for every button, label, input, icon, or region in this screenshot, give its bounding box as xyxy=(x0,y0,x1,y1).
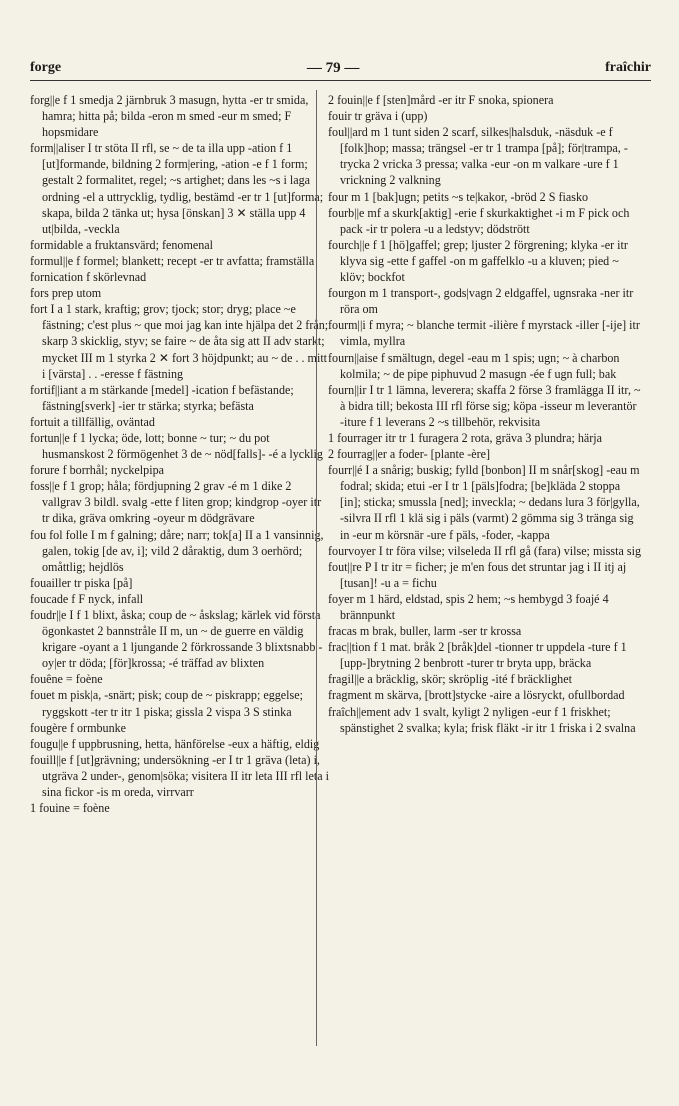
entry: four m 1 [bak]ugn; petits ~s te|kakor, -bröd 2 S fiasko xyxy=(328,189,589,204)
entry: form||aliser I tr stöta II rfl, se ~ de ta illa upp -ation f 1 [ut]formande, bildning 2 form|ering, -ation -e f 1 form; gestalt 2 formalitet, regel; ~s artighet; dans les ~s i laga ordning -el a uttrycklig, tydlig, bestämd -er tr 1 [ut]forma; skapa, bilda 2 tänka ut; hysa [önskan] 3 ✕ ställa upp 4 ut|bilda, -veckla xyxy=(30,141,324,236)
entry: fracas m brak, buller, larm -ser tr krossa xyxy=(328,624,522,639)
entry: fout||re P I tr itr = ficher; je m'en fous det struntar jag i II itj aj [tusan]! -u a = fichu xyxy=(328,559,627,590)
entry: fourm||i f myra; ~ blanche termit -ilière f myrstack -iller [-ije] itr vimla, myllra xyxy=(328,318,640,349)
entry: fourr||é I a snårig; buskig; fylld [bonbon] II m snår[skog] -eau m fodral; skida; etui -er I tr 1 [päls]fodra; [be]kläda 2 stoppa [in]; sticka; smussla [ned]; inveckla; ~ dedans lura 3 för|gylla, -silvra II rfl 1 klä sig i päls (varmt) 2 gömma sig 3 tränga sig in -eur m körsnär -ure f päls, -foder, -kappa xyxy=(328,463,640,542)
entry: fragment m skärva, [brott]stycke -aire a lösryckt, ofullbordad xyxy=(328,688,625,703)
entry: fourb||e mf a skurk[aktig] -erie f skurkaktighet -i m F pick och pack -ir tr polera -u a ledstyv; dödstrött xyxy=(328,205,630,236)
entry: fourn||ir I tr 1 lämna, leverera; skaffa 2 förse 3 framlägga II itr, ~ à bidra till; bekosta III rfl förse sig; köpa -isseur m leverantör -iture f 1 leverans 2 ~s tillbehör, rekvisita xyxy=(328,382,641,429)
entry: fort I a 1 stark, kraftig; grov; tjock; stor; dryg; place ~e fästning; c'est plus ~ que moi jag kan inte hjälpa det 2 från; skarp 3 skicklig, styv; se faire ~ de åta sig att II adv starkt; mycket III m 1 styrka 2 ✕ fort 3 höjdpunkt; au ~ de . . mitt i [värsta] . . -eresse f fästning xyxy=(30,302,329,381)
right-column xyxy=(328,92,642,736)
entry: fouill||e f [ut]grävning; undersökning -er I tr 1 gräva (leta) i, utgräva 2 under-, genom|söka; visitera II itr leta III rfl leta i sina fickor -is m oreda, virrvarr xyxy=(30,752,329,800)
entry: fors prep utom xyxy=(30,286,102,301)
entry: foyer m 1 härd, eldstad, spis 2 hem; ~s hembygd 3 foajé 4 brännpunkt xyxy=(328,591,609,622)
entry: fougère f ormbunke xyxy=(30,720,127,735)
entry: formul||e f formel; blankett; recept -er tr avfatta; framställa xyxy=(30,253,315,268)
entry: fourn||aise f smältugn, degel -eau m 1 spis; ugn; ~ à charbon kolmila; ~ de pipe piphuvud 2 masugn -ée f ugn full; bak xyxy=(328,350,620,381)
entry: fortun||e f 1 lycka; öde, lott; bonne ~ tur; ~ du pot husmanskost 2 förmögenhet 3 de ~ nöd[falls]- -é a lycklig xyxy=(30,430,323,462)
entry: fouêne = foène xyxy=(30,672,103,687)
entry: formidable a fruktansvärd; fenomenal xyxy=(30,237,214,252)
entry: foudr||e I f 1 blixt, åska; coup de ~ åskslag; kärlek vid första ögonkastet 2 bannstråle II m, un ~ de guerre en väldig krigare -oyant a 1 ljungande 2 förkrossande 3 blixtsnabb -oy|er tr döda; [för]krossa; -é träffad av blixten xyxy=(30,608,323,671)
entry: 2 fourrag||er a foder- [plante -ère] xyxy=(328,447,491,462)
entry: fragil||e a bräcklig, skör; skröplig -ité f bräcklighet xyxy=(328,672,572,687)
left-column xyxy=(30,92,330,816)
header-rule xyxy=(30,80,651,81)
header-left-guide-word: forge xyxy=(30,60,62,75)
entry: foucade f F nyck, infall xyxy=(30,591,144,606)
entry: 2 fouin||e f [sten]mård -er itr F snoka, spionera xyxy=(328,93,554,107)
entry: fortuit a tillfällig, oväntad xyxy=(30,414,155,429)
entry: fouir tr gräva i (upp) xyxy=(328,109,428,124)
entry: foul||ard m 1 tunt siden 2 scarf, silkes|halsduk, -näsduk -e f [folk]hop; massa; trängsel -er tr 1 trampa [på]; för|trampa, -trycka 2 vricka 3 pressa; valka -eur -on m valkare -ure f 1 vrickning 2 valkning xyxy=(328,125,628,188)
entry: fourvoyer I tr föra vilse; vilseleda II rfl gå (fara) vilse; missta sig xyxy=(328,543,641,558)
entry: fourgon m 1 transport-, gods|vagn 2 eldgaffel, ugnsraka -ner itr röra om xyxy=(328,286,634,317)
entry: fou fol folle I m f galning; dåre; narr; tok[a] II a 1 vansinnig, galen, tokig [de av, i]; vild 2 dåraktig, dum 3 oerhörd; omåttlig; hejdlös xyxy=(30,527,324,574)
page-header xyxy=(30,58,651,78)
entry: foss||e f 1 grop; håla; fördjupning 2 grav -é m 1 dike 2 vallgrav 3 bildl. svalg -ette f liten grop; kindgrop -oyer itr tr dika, gräva omkring -oyeur m dödgrävare xyxy=(30,479,322,526)
entry: frac||tion f 1 mat. bråk 2 [bråk]del -tionner tr uppdela -ture f 1 [upp-]brytning 2 benbrott -turer tr bryta upp, bräcka xyxy=(328,640,627,671)
entry: fraîch||ement adv 1 svalt, kyligt 2 nyligen -eur f 1 friskhet; spänstighet 2 svalka; kyla; frisk fläkt -ir itr 1 friska i 2 svalna xyxy=(328,704,636,735)
entry: fougu||e f uppbrusning, hetta, hänförelse -eux a häftig, eldig xyxy=(30,736,320,751)
page-number: — 79 — xyxy=(306,59,360,76)
entry: 1 fourrager itr tr 1 furagera 2 rota, gräva 3 plundra; härja xyxy=(328,430,602,445)
column-divider xyxy=(316,90,317,1046)
entry: fouailler tr piska [på] xyxy=(30,575,133,590)
entry: forure f borrhål; nyckelpipa xyxy=(30,463,164,478)
entry: fouet m pisk|a, -snärt; pisk; coup de ~ piskrapp; eggelse; ryggskott -ter tr itr 1 piska; gissla 2 vispa 3 S stinka xyxy=(30,688,303,719)
entry: fornication f skörlevnad xyxy=(30,270,147,285)
entry: fortif||iant a m stärkande [medel] -ication f befästande; fästning[sverk] -ier tr stärka; styrka; befästa xyxy=(30,382,294,413)
header-right-guide-word: fraîchir xyxy=(605,60,651,75)
entry: 1 fouine = foène xyxy=(30,801,110,816)
entry: fourch||e f 1 [hö]gaffel; grep; ljuster 2 förgrening; klyka -er itr klyva sig -ette f gaffel -on m gaffelklo -u a kluven; pied ~ klöv; bockfot xyxy=(328,237,628,285)
entry: forg||e f 1 smedja 2 järnbruk 3 masugn, hytta -er tr smida, hamra; hitta på; bilda -eron m smed -eur m smed; F hopsmidare xyxy=(30,93,309,140)
